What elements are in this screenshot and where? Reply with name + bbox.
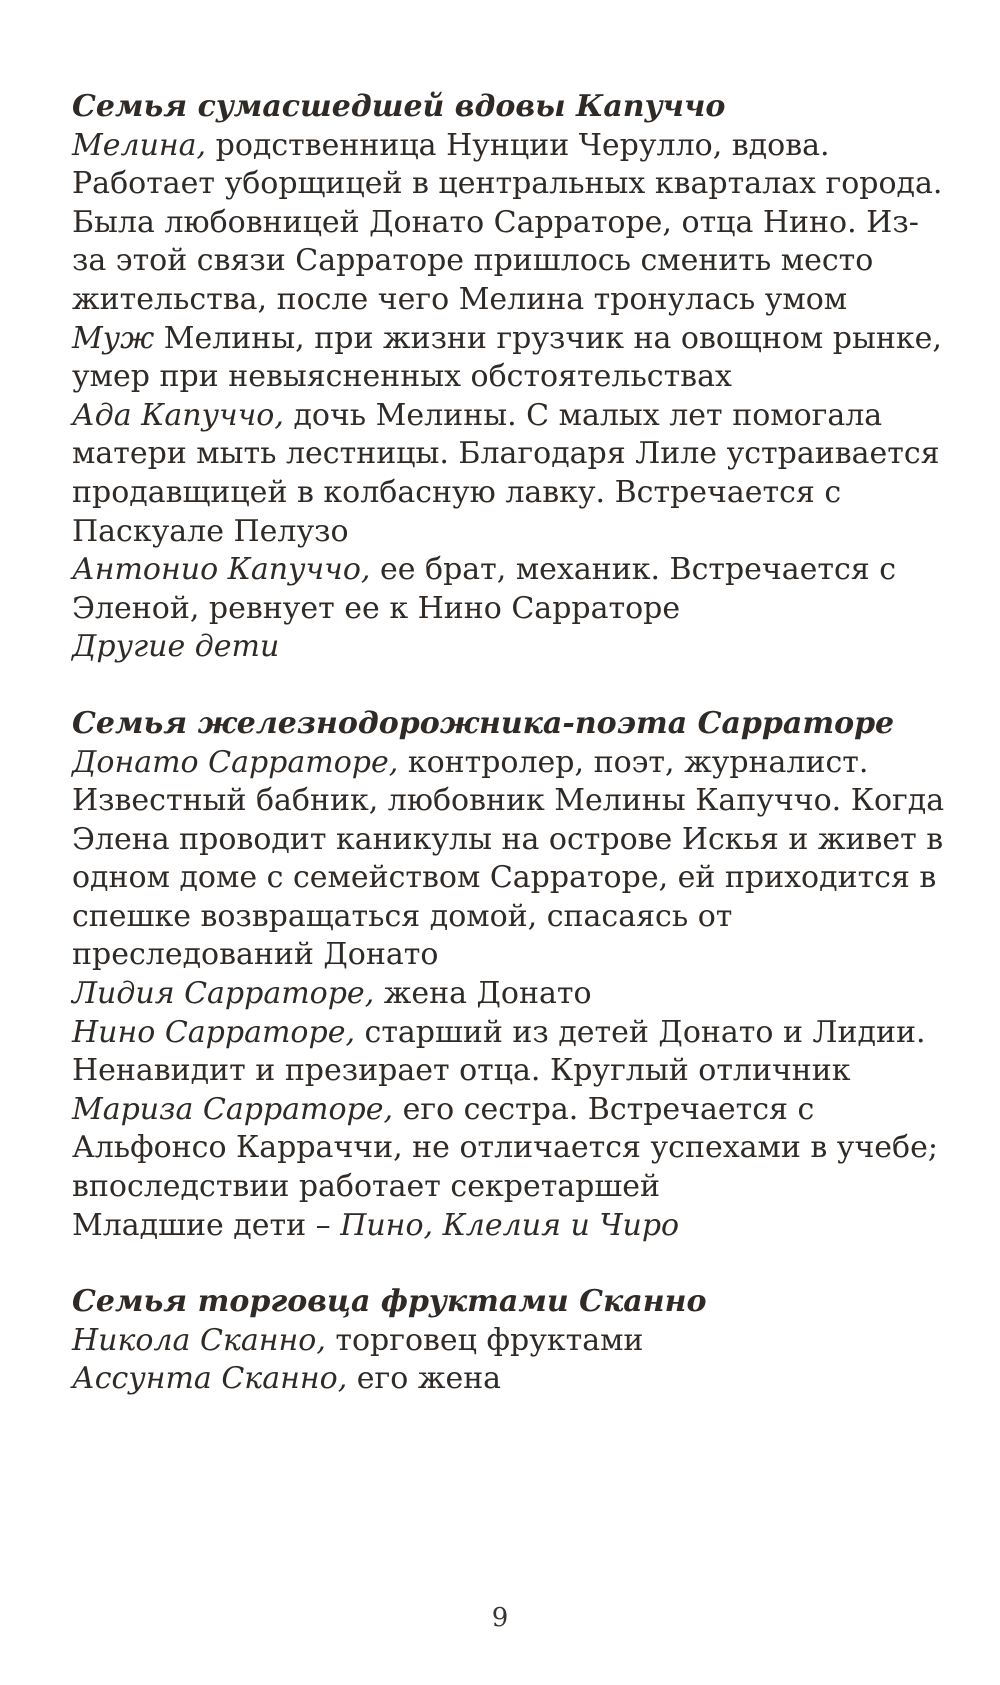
character-description: контролер, поэт, журналист. Известный бабник, любовник Мелины Капуччо. Когда Элена проводит каникулы на острове Искья и живет в одном доме с семейством Сарраторе, ей приходится в спешке возвращаться домой, спасаясь от преследований Донато <box>72 744 945 973</box>
character-description: родственница Нунции Черулло, вдова. Работает уборщицей в центральных кварталах города. Была любовницей Донато Сарраторе, отца Нино. Из-за этой связи Сарраторе пришлось сменить место жительства, после чего Мелина тронулась умом <box>72 127 943 317</box>
character-name: Ассунта Сканно, <box>72 1361 348 1397</box>
character-description: торговец фруктами <box>325 1322 644 1358</box>
character-description: старший из детей Донато и Лидии. Ненавидит и презирает отца. Круглый отличник <box>72 1014 926 1089</box>
character-description: его сестра. Встречается с Альфонсо Карраччи, не отличается успехами в учебе; впоследствии работает секретаршей <box>72 1091 938 1205</box>
character-name: Лидия Сарраторе, <box>72 976 375 1012</box>
character-description: ее брат, механик. Встречается с Эленой, ревнует ее к Нино Сарраторе <box>72 552 897 626</box>
character-entry <box>72 127 952 320</box>
section-title: Семья сумасшедшей вдовы Капуччо <box>72 89 726 124</box>
character-entry <box>72 1360 952 1399</box>
character-name: Никола Сканно, <box>72 1322 326 1358</box>
character-entry <box>72 628 952 667</box>
character-name: Донато Сарраторе, <box>72 744 399 780</box>
page-number: 9 <box>491 1603 509 1633</box>
character-entry <box>72 397 952 551</box>
character-name: Мелина, <box>72 127 207 163</box>
character-name: Нино Сарраторе, <box>72 1014 355 1050</box>
character-description: его жена <box>347 1361 502 1397</box>
character-name: Антонио Капуччо, <box>72 552 371 588</box>
character-entry <box>72 320 952 397</box>
character-name: Ада Капуччо, <box>72 397 284 433</box>
character-entry <box>72 744 952 976</box>
character-entry <box>72 1322 952 1361</box>
younger-children-names: Пино, Клелия и Чиро <box>340 1207 680 1243</box>
character-description: жена Донато <box>374 976 592 1012</box>
character-entry <box>72 1207 952 1246</box>
section-cappuccio <box>72 88 952 667</box>
section-title: Семья железнодорожника-поэта Сарраторе <box>72 705 895 741</box>
character-name: Другие дети <box>72 629 280 665</box>
character-description: Мелины, при жизни грузчик на овощном рынке, умер при невыясненных обстоятельствах <box>72 320 942 395</box>
character-entry <box>72 975 952 1014</box>
younger-children-prefix: Младшие дети – <box>72 1207 341 1243</box>
character-name: Мариза Сарраторе, <box>72 1091 394 1127</box>
book-page <box>72 88 952 1399</box>
character-entry <box>72 1091 952 1207</box>
character-name: Муж <box>72 320 155 356</box>
section-sarratore <box>72 705 952 1245</box>
character-entry <box>72 1014 952 1091</box>
section-title: Семья торговца фруктами Сканно <box>72 1284 707 1320</box>
character-description: дочь Мелины. С малых лет помогала матери мыть лестницы. Благодаря Лиле устраивается продавщицей в колбасную лавку. Встречается с Паскуале Пелузо <box>72 397 940 549</box>
character-entry <box>72 551 952 628</box>
section-scanno <box>72 1283 952 1399</box>
